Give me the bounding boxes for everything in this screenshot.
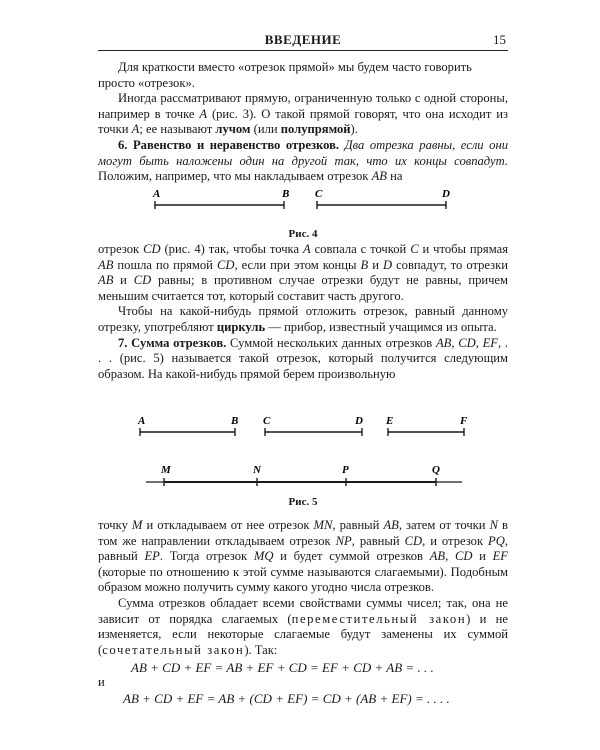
conjunction: и [98, 675, 105, 689]
paragraph-laws [98, 596, 508, 658]
segment-AB: AB [98, 257, 114, 272]
figure-5-caption: Рис. 5 [288, 496, 318, 508]
para7-text: , [445, 549, 455, 564]
term-compass: циркуль [216, 319, 266, 334]
label-N: N [253, 464, 261, 476]
figure-5-drawing [98, 412, 508, 492]
term-commutative-law: переместительный закон [291, 611, 467, 626]
label-F: F [460, 415, 468, 427]
running-header [98, 30, 508, 51]
para7-text: . Тогда отрезок [159, 549, 254, 564]
para4-text: и чтобы прямая [418, 242, 508, 256]
segment-NP: NP [335, 533, 352, 548]
text-block-3 [98, 518, 508, 658]
label-C: C [263, 415, 271, 427]
para7-text: и будет суммой отрезков [273, 549, 430, 564]
para5-text: — прибор, известный учащимся из опыта. [265, 319, 497, 334]
segment-AB: AB [435, 335, 452, 350]
segment-CD: CD [458, 335, 476, 350]
segment-AB: AB [429, 549, 446, 564]
para7-text: точку [98, 518, 132, 532]
term-associative-law: сочетательный закон [102, 642, 245, 657]
label-A: A [138, 415, 146, 427]
para7-text: , равный [351, 533, 405, 548]
page-number: 15 [493, 32, 506, 47]
para2-text: (или [250, 122, 281, 137]
para2-text: (рис. 3). О такой прямой говорят, что она исходит из точки [98, 106, 508, 137]
para6-text: , . . . (рис. 5) называется такой отрезок, который получится следующим образом. На какой-нибудь прямой берем произвольную [98, 335, 508, 381]
segment-EF: EF [492, 549, 508, 564]
point-N: N [489, 518, 498, 532]
paragraph-equality [98, 138, 508, 185]
para1-line2: просто «отрезок». [98, 75, 195, 90]
segment-MN: MN [313, 518, 333, 532]
point-B: B [360, 257, 369, 272]
text-block-2 [98, 242, 508, 382]
para4-text: отрезок [98, 242, 144, 256]
para3-text: на [386, 169, 403, 184]
segment-CD: CD [143, 242, 161, 256]
figure-4 [98, 186, 508, 240]
para1-line1: Для краткости вместо «отрезок прямой» мы будем часто говорить [118, 60, 472, 74]
segment-CD: CD [454, 549, 473, 564]
label-E: E [386, 415, 394, 427]
segment-AB: AB [371, 169, 387, 184]
para2-text: ). [350, 122, 358, 137]
figure-4-drawing [98, 186, 508, 234]
segment-EF: EF [482, 335, 498, 350]
segment-AB: AB [383, 518, 399, 532]
para4-text: пошла по прямой [113, 257, 217, 272]
para7-text: , равный [332, 518, 384, 532]
para8-text: ) и не изменяется, если некоторые слагаемые будут заменены их суммой ( [98, 611, 508, 657]
section-heading-7: 7. Сумма отрезков. [118, 335, 227, 350]
point-A: A [199, 106, 208, 121]
para4-text: совпала с точкой [310, 242, 411, 256]
figure-5 [98, 412, 508, 508]
formula-commutative: AB + CD + EF = AB + EF + CD = EF + CD + AB = . . . [131, 660, 434, 675]
point-A: A [131, 122, 140, 137]
paragraph-construction [98, 518, 508, 596]
para7-text: в том же направлении откладываем отрезок [98, 518, 508, 548]
paragraph-compass [98, 304, 508, 335]
label-P: P [342, 464, 349, 476]
paragraph-sum [98, 336, 508, 383]
point-M: M [131, 518, 143, 532]
label-A: A [153, 188, 161, 200]
term-half-line: полупрямой [280, 122, 351, 137]
para7-text: и откладываем от нее отрезок [142, 518, 314, 532]
para3-text: Положим, например, что мы накладываем отрезок [98, 169, 372, 184]
header-title: ВВЕДЕНИЕ [264, 32, 342, 47]
label-M: M [161, 464, 171, 476]
definition-equal-segments: Два отрезка равны, если они могут быть наложены один на другой так, что их концы совпадут. [98, 137, 508, 168]
para8-text: Сумма отрезков обладает всеми свойствами суммы чисел; так, она не зависит от порядка слагаемых ( [98, 595, 508, 626]
para7-text: и [472, 549, 493, 564]
label-Q: Q [432, 464, 440, 476]
para8-text: ). Так: [244, 642, 278, 657]
para6-text: , [475, 335, 483, 350]
term-ray: лучом [215, 122, 251, 137]
paragraph-short-segment [98, 60, 508, 91]
figure-4-caption: Рис. 4 [288, 228, 318, 240]
label-B: B [231, 415, 239, 427]
para7-text: , затем от точки [398, 518, 490, 532]
para7-text: , и отрезок [422, 533, 489, 548]
text-block-1 [98, 60, 508, 185]
segment-AB: AB [98, 273, 114, 288]
formula-associative: AB + CD + EF = AB + (CD + EF) = CD + (AB + EF) = . . . . [123, 691, 450, 706]
segment-MQ: MQ [253, 549, 274, 564]
para7-text: (которые по отношению к этой сумме называются слагаемыми). Подобным образом можно получить сумму какого угодно числа отрезков. [98, 564, 508, 595]
para4-text: совпадут, то отрезки [392, 257, 508, 272]
label-B: B [282, 188, 290, 200]
para4-text: равны; в противном случае отрезки будут не равны, причем меньшим считается тот, который составит часть другого. [98, 273, 508, 303]
para6-text: , [451, 335, 459, 350]
paragraph-ray [98, 91, 508, 138]
para6-text: Суммой нескольких данных отрезков [226, 335, 436, 350]
segment-CD: CD [216, 257, 235, 272]
segment-CD: CD [404, 533, 423, 548]
segment-PQ: PQ [488, 533, 505, 548]
para5-text: Чтобы на какой-нибудь прямой отложить отрезок, равный данному отрезку, употребляют [98, 304, 508, 334]
label-D: D [442, 188, 450, 200]
segment-CD: CD [133, 273, 152, 288]
label-C: C [315, 188, 323, 200]
section-heading-6: 6. Равенство и неравенство отрезков. [118, 137, 340, 152]
para7-text: , равный [98, 533, 508, 564]
para4-text: и [113, 273, 134, 288]
point-C: C [410, 242, 419, 256]
segment-EP: EP [144, 549, 160, 564]
label-D: D [355, 415, 363, 427]
para2-text: ; ее называют [139, 122, 216, 137]
para4-text: , если при этом концы [234, 257, 361, 272]
point-D: D [382, 257, 393, 272]
point-A: A [302, 242, 311, 256]
paragraph-comparison [98, 242, 508, 304]
para2-text: Иногда рассматривают прямую, ограниченную только с одной стороны, например в точке [98, 91, 508, 121]
para4-text: и [368, 257, 383, 272]
para4-text: (рис. 4) так, чтобы точка [160, 242, 303, 256]
